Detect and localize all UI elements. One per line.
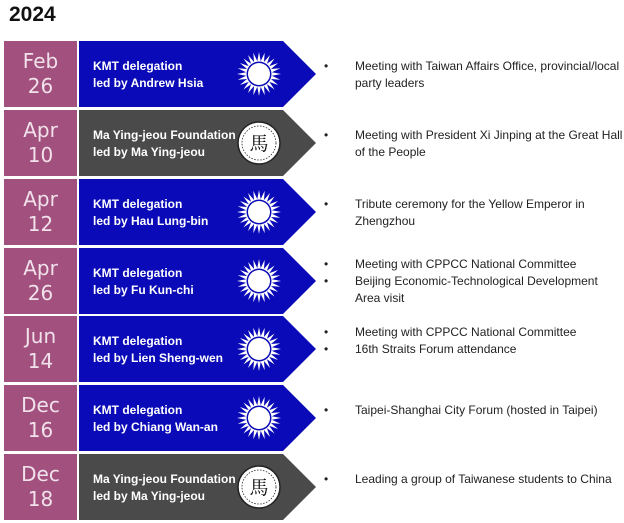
bullet-dot: •: [324, 472, 329, 486]
delegation-name: KMT delegation: [93, 266, 183, 280]
timeline-row: [0, 316, 624, 382]
kmt-sun-emblem-icon: [236, 326, 282, 372]
date-month: Apr: [23, 118, 58, 142]
date-block: [4, 316, 77, 382]
delegation-name: KMT delegation: [93, 197, 183, 211]
bullet-dot: •: [324, 197, 329, 211]
timeline-row: [0, 385, 624, 451]
timeline-row: [0, 41, 624, 107]
emblem: [236, 464, 282, 510]
delegation-name: KMT delegation: [93, 403, 183, 417]
kmt-sun-emblem-icon: [236, 395, 282, 441]
delegation-label: [93, 333, 243, 367]
delegation-name: Ma Ying-jeou Foundation: [93, 472, 236, 486]
date-block: [4, 454, 77, 520]
date-block: [4, 179, 77, 245]
date-month: Apr: [23, 256, 58, 280]
date-day: 26: [27, 74, 54, 98]
date-month: Jun: [24, 324, 57, 348]
date-month: Feb: [22, 49, 59, 73]
date-block: [4, 385, 77, 451]
bullet-dot: •: [324, 128, 329, 142]
date-day: 16: [27, 418, 54, 442]
svg-text:馬: 馬: [249, 133, 269, 155]
emblem: [236, 395, 282, 441]
svg-text:馬: 馬: [249, 477, 269, 499]
date-month: Dec: [21, 462, 60, 486]
year-heading: 2024: [9, 3, 56, 26]
date-month: Dec: [21, 393, 60, 417]
delegation-leader: led by Ma Ying-jeou: [93, 145, 206, 159]
timeline-row: [0, 454, 624, 520]
delegation-label: [93, 471, 243, 505]
timeline-row: [0, 179, 624, 245]
delegation-label: [93, 127, 243, 161]
delegation-label: [93, 196, 243, 230]
emblem: [236, 120, 282, 166]
delegation-name: KMT delegation: [93, 334, 183, 348]
delegation-leader: led by Lien Sheng-wen: [93, 351, 224, 365]
kmt-sun-emblem-icon: [236, 189, 282, 235]
kmt-sun-emblem-icon: [236, 51, 282, 97]
delegation-leader: led by Andrew Hsia: [93, 76, 204, 90]
delegation-label: [93, 265, 243, 299]
delegation-leader: led by Ma Ying-jeou: [93, 489, 206, 503]
activity-text: Meeting with Taiwan Affairs Office, provincial/local party leaders: [355, 59, 620, 90]
delegation-name: KMT delegation: [93, 59, 183, 73]
date-day: 10: [27, 143, 54, 167]
date-day: 12: [27, 212, 54, 236]
activity-text: Taipei-Shanghai City Forum (hosted in Taipei): [355, 403, 598, 417]
emblem: [236, 258, 282, 304]
date-block: [4, 248, 77, 314]
bullet-dot: •: [324, 257, 329, 271]
bullet-dot: •: [324, 274, 329, 288]
delegation-leader: led by Chiang Wan-an: [93, 420, 218, 434]
bullet-dot: •: [324, 403, 329, 417]
date-day: 26: [27, 281, 54, 305]
activity-text: Leading a group of Taiwanese students to China: [355, 472, 612, 486]
date-block: [4, 41, 77, 107]
bullet-dot: •: [324, 59, 329, 73]
delegation-name: Ma Ying-jeou Foundation: [93, 128, 236, 142]
date-block: [4, 110, 77, 176]
date-day: 18: [27, 487, 54, 511]
emblem: [236, 51, 282, 97]
activity-text: Tribute ceremony for the Yellow Emperor in Zhengzhou: [355, 197, 585, 228]
activity-text: Meeting with CPPCC National Committee: [355, 257, 577, 271]
delegation-label: [93, 58, 243, 92]
bullet-dot: •: [324, 342, 329, 356]
delegation-leader: led by Fu Kun-chi: [93, 283, 194, 297]
date-day: 14: [27, 349, 54, 373]
activity-text: Beijing Economic-Technological Development Area visit: [355, 274, 598, 305]
kmt-sun-emblem-icon: [236, 258, 282, 304]
delegation-leader: led by Hau Lung-bin: [93, 214, 209, 228]
activity-text: 16th Straits Forum attendance: [355, 342, 517, 356]
timeline-row: [0, 110, 624, 176]
activity-text: Meeting with President Xi Jinping at the Great Hall of the People: [355, 128, 623, 159]
ma-foundation-seal-icon: [236, 120, 282, 166]
bullet-dot: •: [324, 325, 329, 339]
emblem: [236, 189, 282, 235]
delegation-label: [93, 402, 243, 436]
ma-foundation-seal-icon: [236, 464, 282, 510]
timeline-row: [0, 248, 624, 314]
date-month: Apr: [23, 187, 58, 211]
activity-text: Meeting with CPPCC National Committee: [355, 325, 577, 339]
emblem: [236, 326, 282, 372]
